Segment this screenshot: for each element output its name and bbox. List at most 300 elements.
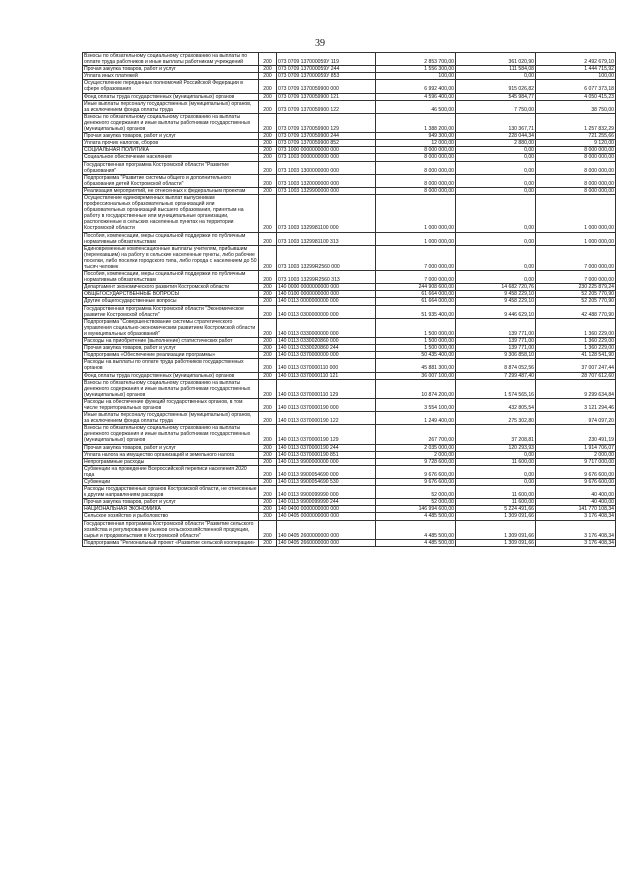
unexecuted-amount-cell: 3 176 408,34 bbox=[536, 539, 616, 546]
line-code-cell: 200 bbox=[259, 73, 277, 80]
budget-classification-code-cell: 140 0113 0370000110 000 bbox=[277, 359, 376, 372]
line-code-cell: 200 bbox=[259, 305, 277, 318]
unexecuted-amount-cell: 1 444 715,92 bbox=[536, 66, 616, 73]
table-row bbox=[83, 147, 616, 154]
line-code-cell: 200 bbox=[259, 506, 277, 513]
table-row bbox=[83, 174, 616, 187]
table-row bbox=[83, 161, 616, 174]
approved-amount-cell: 8 000 000,00 bbox=[376, 154, 456, 161]
unexecuted-amount-cell: 38 750,00 bbox=[536, 100, 616, 113]
expense-name-cell: Прочая закупка товаров, работ и услуг bbox=[83, 133, 259, 140]
line-code-cell: 200 bbox=[259, 93, 277, 100]
executed-amount-cell: 1 309 091,66 bbox=[456, 513, 536, 520]
budget-classification-code-cell: 140 0100 0000000000 000 bbox=[277, 291, 376, 298]
table-row bbox=[83, 425, 616, 444]
approved-amount-cell: 9 728 600,00 bbox=[376, 458, 456, 465]
approved-amount-cell: 8 000 000,00 bbox=[376, 147, 456, 154]
approved-amount-cell: 4 485 500,00 bbox=[376, 520, 456, 539]
executed-amount-cell: 361 020,90 bbox=[456, 53, 536, 66]
table-row bbox=[83, 113, 616, 132]
expense-name-cell: Взносы по обязательному социальному страхованию на выплаты денежного содержания и иные выплаты работникам государственных (муниципальных) органов bbox=[83, 425, 259, 444]
executed-amount-cell: 8 874 052,56 bbox=[456, 359, 536, 372]
budget-classification-code-cell: 073 0709 137000059У 119 bbox=[277, 53, 376, 66]
approved-amount-cell: 8 000 000,00 bbox=[376, 161, 456, 174]
approved-amount-cell: 8 000 000,00 bbox=[376, 174, 456, 187]
budget-classification-code-cell: 140 0405 2660000000 000 bbox=[277, 539, 376, 546]
executed-amount-cell: 37 208,81 bbox=[456, 425, 536, 444]
table-row bbox=[83, 539, 616, 546]
line-code-cell: 200 bbox=[259, 338, 277, 345]
line-code-cell: 200 bbox=[259, 465, 277, 478]
budget-classification-code-cell: 140 0113 0370000000 000 bbox=[277, 352, 376, 359]
approved-amount-cell: 8 000 000,00 bbox=[376, 187, 456, 194]
unexecuted-amount-cell: 52 205 770,90 bbox=[536, 291, 616, 298]
executed-amount-cell: 9 458 229,10 bbox=[456, 298, 536, 305]
budget-classification-code-cell: 140 0113 0370000190 000 bbox=[277, 398, 376, 411]
table-row bbox=[83, 444, 616, 451]
unexecuted-amount-cell: 100,00 bbox=[536, 73, 616, 80]
executed-amount-cell: 0,00 bbox=[456, 465, 536, 478]
unexecuted-amount-cell: 7 000 000,00 bbox=[536, 245, 616, 270]
executed-amount-cell: 0,00 bbox=[456, 73, 536, 80]
budget-classification-code-cell: 073 0709 137000059У 853 bbox=[277, 73, 376, 80]
executed-amount-cell: 139 771,00 bbox=[456, 345, 536, 352]
table-row bbox=[83, 66, 616, 73]
table-row bbox=[83, 506, 616, 513]
table-row bbox=[83, 187, 616, 194]
unexecuted-amount-cell: 9 717 000,00 bbox=[536, 458, 616, 465]
approved-amount-cell: 1 388 200,00 bbox=[376, 113, 456, 132]
expense-name-cell: Государственная программа Костромской области "Экономическое развитие Костромской области" bbox=[83, 305, 259, 318]
approved-amount-cell: 949 300,00 bbox=[376, 133, 456, 140]
approved-amount-cell: 2 000,00 bbox=[376, 451, 456, 458]
expense-name-cell: Непрограммные расходы bbox=[83, 458, 259, 465]
expense-name-cell: Пособия, компенсации, меры социальной поддержки по публичным нормативным обязательствам bbox=[83, 232, 259, 245]
budget-classification-code-cell: 140 0113 0370000190 129 bbox=[277, 425, 376, 444]
line-code-cell: 200 bbox=[259, 232, 277, 245]
line-code-cell: 200 bbox=[259, 372, 277, 379]
executed-amount-cell: 5 224 491,66 bbox=[456, 506, 536, 513]
line-code-cell: 200 bbox=[259, 412, 277, 425]
unexecuted-amount-cell: 1 360 229,00 bbox=[536, 338, 616, 345]
unexecuted-amount-cell: 1 360 229,00 bbox=[536, 318, 616, 337]
approved-amount-cell: 244 908 600,00 bbox=[376, 284, 456, 291]
line-code-cell: 200 bbox=[259, 174, 277, 187]
executed-amount-cell: 275 302,80 bbox=[456, 412, 536, 425]
budget-classification-code-cell: 140 0113 9900099990 244 bbox=[277, 499, 376, 506]
line-code-cell: 200 bbox=[259, 245, 277, 270]
expense-name-cell: Подпрограмма «Обеспечение реализации программы» bbox=[83, 352, 259, 359]
line-code-cell: 200 bbox=[259, 140, 277, 147]
expense-name-cell: Иные выплаты персоналу государственных (муниципальных) органов, за исключением фонда оплаты труда bbox=[83, 412, 259, 425]
expense-name-cell: Уплата иных платежей bbox=[83, 73, 259, 80]
line-code-cell: 200 bbox=[259, 520, 277, 539]
unexecuted-amount-cell: 2 000,00 bbox=[536, 451, 616, 458]
table-row bbox=[83, 372, 616, 379]
approved-amount-cell: 3 554 100,00 bbox=[376, 398, 456, 411]
executed-amount-cell: 432 805,54 bbox=[456, 398, 536, 411]
executed-amount-cell: 1 309 091,66 bbox=[456, 520, 536, 539]
budget-classification-code-cell: 073 0709 1370059900 244 bbox=[277, 133, 376, 140]
line-code-cell: 200 bbox=[259, 513, 277, 520]
line-code-cell: 200 bbox=[259, 479, 277, 486]
approved-amount-cell: 1 556 300,00 bbox=[376, 66, 456, 73]
expense-name-cell: Расходы государственных органов Костромской области, не отнесенные к другим направлениям расходов bbox=[84, 486, 257, 499]
approved-amount-cell: 267 700,00 bbox=[376, 425, 456, 444]
unexecuted-amount-cell: 52 205 770,90 bbox=[536, 298, 616, 305]
unexecuted-amount-cell: 974 097,20 bbox=[536, 412, 616, 425]
expense-name-cell: НАЦИОНАЛЬНАЯ ЭКОНОМИКА bbox=[83, 506, 259, 513]
line-code-cell: 200 bbox=[259, 187, 277, 194]
executed-amount-cell: 0,00 bbox=[456, 147, 536, 154]
table-row bbox=[83, 513, 616, 520]
executed-amount-cell: 130 367,71 bbox=[456, 113, 536, 132]
budget-classification-code-cell: 073 0709 1370059900 122 bbox=[277, 100, 376, 113]
line-code-cell: 200 bbox=[259, 53, 277, 66]
expense-name-cell: ОБЩЕГОСУДАРСТВЕННЫЕ ВОПРОСЫ bbox=[83, 291, 259, 298]
expense-name-cell: Расходы на обеспечение функций государственных органов, в том числе территориальных органов bbox=[83, 398, 259, 411]
unexecuted-amount-cell: 3 121 294,46 bbox=[536, 398, 616, 411]
approved-amount-cell: 4 596 400,00 bbox=[376, 93, 456, 100]
approved-amount-cell: 1 500 000,00 bbox=[376, 338, 456, 345]
table-body bbox=[83, 53, 616, 547]
approved-amount-cell: 1 000 000,00 bbox=[376, 194, 456, 232]
table-row bbox=[83, 133, 616, 140]
unexecuted-amount-cell: 9 120,00 bbox=[536, 140, 616, 147]
unexecuted-amount-cell: 1 000 000,00 bbox=[536, 232, 616, 245]
executed-amount-cell: 545 984,77 bbox=[456, 93, 536, 100]
expense-name-cell: Государственная программа Костромской области "Развитие образования" bbox=[83, 161, 259, 174]
table-row bbox=[83, 140, 616, 147]
budget-classification-code-cell: 140 0113 9900054690 530 bbox=[277, 479, 376, 486]
line-code-cell: 200 bbox=[259, 359, 277, 372]
table-row bbox=[83, 451, 616, 458]
line-code-cell: 200 bbox=[259, 345, 277, 352]
unexecuted-amount-cell: 8 000 000,00 bbox=[536, 154, 616, 161]
table-row bbox=[83, 359, 616, 372]
expense-name-cell: Фонд оплаты труда государственных (муниципальных) органов bbox=[83, 93, 259, 100]
approved-amount-cell: 4 485 500,00 bbox=[376, 513, 456, 520]
budget-classification-code-cell: 073 1003 1320000000 000 bbox=[277, 174, 376, 187]
approved-amount-cell: 51 935 400,00 bbox=[376, 305, 456, 318]
approved-amount-cell: 10 874 200,00 bbox=[376, 379, 456, 398]
budget-classification-code-cell: 140 0405 0000000000 000 bbox=[277, 513, 376, 520]
approved-amount-cell: 2 853 700,00 bbox=[376, 53, 456, 66]
executed-amount-cell: 9 446 629,10 bbox=[456, 305, 536, 318]
executed-amount-cell: 9 458 229,10 bbox=[456, 291, 536, 298]
executed-amount-cell: 0,00 bbox=[456, 271, 536, 284]
budget-classification-code-cell: 073 0709 137000059У 244 bbox=[277, 66, 376, 73]
approved-amount-cell: 1 249 400,00 bbox=[376, 412, 456, 425]
budget-classification-code-cell: 140 0113 0370000110 121 bbox=[277, 372, 376, 379]
expense-name-cell: Единовременные компенсационные выплаты учителям, прибывшим (переехавшим) на работу в сельские населенные пункты, либо рабочие поселки, либо поселки городского типа, либо города с населением до 50 тысяч человек bbox=[84, 245, 257, 270]
expense-name-cell: Государственная программа Костромской области "Развитие сельского хозяйства и регулирование рынков сельскохозяйственной продукции, сырья и продовольствия в Костромской области" bbox=[83, 520, 259, 539]
expense-name-cell: Прочая закупка товаров, работ и услуг bbox=[83, 66, 259, 73]
expense-name-cell: Другие общегосударственные вопросы bbox=[83, 298, 259, 305]
table-row bbox=[83, 93, 616, 100]
budget-classification-code-cell: 140 0113 0000000000 000 bbox=[277, 298, 376, 305]
expense-name-cell: Субвенции bbox=[83, 479, 259, 486]
budget-classification-code-cell: 140 0113 0370000110 129 bbox=[277, 379, 376, 398]
executed-amount-cell: 1 574 565,16 bbox=[456, 379, 536, 398]
expense-name-cell: Взносы по обязательному социальному страхованию на выплаты денежного содержания и иные выплаты работникам государственных (муниципальных) органов bbox=[83, 113, 259, 132]
approved-amount-cell: 1 500 000,00 bbox=[376, 318, 456, 337]
unexecuted-amount-cell: 4 050 415,23 bbox=[536, 93, 616, 100]
approved-amount-cell: 1 000 000,00 bbox=[376, 232, 456, 245]
unexecuted-amount-cell: 6 077 373,18 bbox=[536, 80, 616, 93]
budget-classification-code-cell: 140 0113 0330000000 000 bbox=[277, 318, 376, 337]
approved-amount-cell: 9 676 600,00 bbox=[376, 465, 456, 478]
table-row bbox=[83, 271, 616, 284]
expense-name-cell: Подпрограмма "Региональный проект «Развитие сельской кооперации» bbox=[83, 539, 259, 546]
line-code-cell: 200 bbox=[259, 194, 277, 232]
table-row bbox=[83, 73, 616, 80]
table-row bbox=[83, 232, 616, 245]
budget-classification-code-cell: 073 1003 1329900000 000 bbox=[277, 187, 376, 194]
line-code-cell: 200 bbox=[259, 161, 277, 174]
line-code-cell: 200 bbox=[259, 66, 277, 73]
budget-classification-code-cell: 073 1003 1300000000 000 bbox=[277, 161, 376, 174]
budget-classification-code-cell: 140 0113 0330020860 000 bbox=[277, 338, 376, 345]
line-code-cell: 200 bbox=[259, 539, 277, 546]
executed-amount-cell: 0,00 bbox=[456, 187, 536, 194]
approved-amount-cell: 6 992 400,00 bbox=[376, 80, 456, 93]
approved-amount-cell: 50 435 400,00 bbox=[376, 352, 456, 359]
expense-name-cell: Субвенции на проведение Всероссийской переписи населения 2020 года bbox=[83, 465, 259, 478]
budget-classification-code-cell: 140 0113 0300000000 000 bbox=[277, 305, 376, 318]
executed-amount-cell: 11 600,00 bbox=[456, 458, 536, 465]
expense-name-cell: Фонд оплаты труда государственных (муниципальных) органов bbox=[83, 372, 259, 379]
expense-name-cell: Иные выплаты персоналу государственных (муниципальных) органов, за исключением фонда оплаты труда bbox=[83, 100, 259, 113]
approved-amount-cell: 36 007 100,00 bbox=[376, 372, 456, 379]
budget-classification-code-cell: 073 1003 1329981100 000 bbox=[277, 194, 376, 232]
approved-amount-cell: 52 000,00 bbox=[376, 486, 456, 499]
unexecuted-amount-cell: 40 400,00 bbox=[536, 499, 616, 506]
unexecuted-amount-cell: 3 176 408,34 bbox=[536, 520, 616, 539]
executed-amount-cell: 0,00 bbox=[456, 154, 536, 161]
approved-amount-cell: 12 000,00 bbox=[376, 140, 456, 147]
unexecuted-amount-cell: 230 225 879,24 bbox=[536, 284, 616, 291]
expense-name-cell: Расходы на приобретение (выполнение) статистических работ bbox=[83, 338, 259, 345]
executed-amount-cell: 111 584,08 bbox=[456, 66, 536, 73]
executed-amount-cell: 0,00 bbox=[456, 479, 536, 486]
budget-classification-code-cell: 073 0709 1370059900 129 bbox=[277, 113, 376, 132]
table-row bbox=[83, 412, 616, 425]
expense-name-cell: Взносы по обязательному социальному страхованию на выплаты денежного содержания и иные выплаты работникам государственных (муниципальных) органов bbox=[83, 379, 259, 398]
executed-amount-cell: 11 600,00 bbox=[456, 486, 536, 499]
approved-amount-cell: 45 881 300,00 bbox=[376, 359, 456, 372]
table-row bbox=[83, 80, 616, 93]
unexecuted-amount-cell: 9 676 600,00 bbox=[536, 465, 616, 478]
line-code-cell: 200 bbox=[259, 499, 277, 506]
approved-amount-cell: 46 500,00 bbox=[376, 100, 456, 113]
table-row bbox=[83, 194, 616, 232]
budget-classification-code-cell: 140 0405 2600000000 000 bbox=[277, 520, 376, 539]
expense-name-cell: Расходы на выплаты по оплате труда работников государственных органов bbox=[83, 359, 259, 372]
executed-amount-cell: 7 299 487,40 bbox=[456, 372, 536, 379]
executed-amount-cell: 1 309 091,66 bbox=[456, 539, 536, 546]
unexecuted-amount-cell: 8 000 000,00 bbox=[536, 174, 616, 187]
executed-amount-cell: 2 880,00 bbox=[456, 140, 536, 147]
table-row bbox=[83, 245, 616, 270]
executed-amount-cell: 228 044,34 bbox=[456, 133, 536, 140]
budget-classification-code-cell: 140 0113 0370000190 122 bbox=[277, 412, 376, 425]
unexecuted-amount-cell: 1 360 229,00 bbox=[536, 345, 616, 352]
table-row bbox=[83, 458, 616, 465]
budget-classification-code-cell: 073 0709 1370059900 852 bbox=[277, 140, 376, 147]
unexecuted-amount-cell: 40 400,00 bbox=[536, 486, 616, 499]
table-row bbox=[83, 345, 616, 352]
expense-name-cell: Осуществление единовременных выплат выпускникам профессиональных образовательных организаций или образовательных организаций высшего образования, принятым на работу в государственные или муниципальные организации, расположенные в сельских населенных пунктах на территории Костромской области bbox=[83, 194, 259, 232]
unexecuted-amount-cell: 41 128 541,90 bbox=[536, 352, 616, 359]
unexecuted-amount-cell: 9 676 600,00 bbox=[536, 479, 616, 486]
line-code-cell: 200 bbox=[259, 291, 277, 298]
executed-amount-cell: 7 750,00 bbox=[456, 100, 536, 113]
table-row bbox=[83, 154, 616, 161]
executed-amount-cell: 0,00 bbox=[456, 194, 536, 232]
expense-name-cell: Прочая закупка товаров, работ и услуг bbox=[83, 499, 259, 506]
executed-amount-cell: 0,00 bbox=[456, 161, 536, 174]
unexecuted-amount-cell: 230 491,19 bbox=[536, 425, 616, 444]
table-row bbox=[83, 318, 616, 337]
line-code-cell: 200 bbox=[259, 352, 277, 359]
unexecuted-amount-cell: 8 000 000,00 bbox=[536, 147, 616, 154]
budget-classification-code-cell: 073 1003 13299R2560 313 bbox=[277, 271, 376, 284]
budget-classification-code-cell: 140 0113 9900000000 000 bbox=[277, 458, 376, 465]
budget-classification-code-cell: 073 1003 13299R2560 000 bbox=[277, 245, 376, 270]
unexecuted-amount-cell: 1 000 000,00 bbox=[536, 194, 616, 232]
line-code-cell: 200 bbox=[259, 458, 277, 465]
expense-name-cell: Сельское хозяйство и рыболовство bbox=[83, 513, 259, 520]
expense-name-cell: СОЦИАЛЬНАЯ ПОЛИТИКА bbox=[83, 147, 259, 154]
line-code-cell: 200 bbox=[259, 318, 277, 337]
unexecuted-amount-cell: 8 000 000,00 bbox=[536, 161, 616, 174]
table-row bbox=[83, 100, 616, 113]
expense-name-cell: Уплата налога на имущество организаций и земельного налога bbox=[83, 451, 259, 458]
table-row bbox=[83, 338, 616, 345]
table-row bbox=[83, 284, 616, 291]
expense-name-cell: Прочая закупка товаров, работ и услуг bbox=[83, 345, 259, 352]
budget-classification-code-cell: 073 1003 1329981100 313 bbox=[277, 232, 376, 245]
table-row bbox=[83, 520, 616, 539]
table-row bbox=[83, 465, 616, 478]
line-code-cell: 200 bbox=[259, 100, 277, 113]
table-row bbox=[83, 479, 616, 486]
line-code-cell: 200 bbox=[259, 113, 277, 132]
table-row bbox=[83, 298, 616, 305]
expense-name-cell: Социальное обеспечение населения bbox=[83, 154, 259, 161]
unexecuted-amount-cell: 8 000 000,00 bbox=[536, 187, 616, 194]
line-code-cell: 200 bbox=[259, 133, 277, 140]
expense-name-cell: Взносы по обязательному социальному страхованию на выплаты по оплате труда работников и иные выплаты работникам учреждений bbox=[83, 53, 259, 66]
line-code-cell: 200 bbox=[259, 154, 277, 161]
expense-name-cell: Подпрограмма "Развитие системы общего и дополнительного образования детей Костромской области" bbox=[83, 174, 259, 187]
executed-amount-cell: 0,00 bbox=[456, 451, 536, 458]
unexecuted-amount-cell: 28 707 612,60 bbox=[536, 372, 616, 379]
unexecuted-amount-cell: 7 000 000,00 bbox=[536, 271, 616, 284]
line-code-cell: 200 bbox=[259, 451, 277, 458]
budget-classification-code-cell: 140 0400 0000000000 000 bbox=[277, 506, 376, 513]
approved-amount-cell: 9 676 600,00 bbox=[376, 479, 456, 486]
approved-amount-cell: 7 000 000,00 bbox=[376, 271, 456, 284]
unexecuted-amount-cell: 721 255,66 bbox=[536, 133, 616, 140]
budget-classification-code-cell: 073 0709 1370059900 121 bbox=[277, 93, 376, 100]
table-row bbox=[83, 379, 616, 398]
unexecuted-amount-cell: 3 176 408,34 bbox=[536, 513, 616, 520]
expense-name-cell: Уплата прочих налогов, сборов bbox=[83, 140, 259, 147]
unexecuted-amount-cell: 1 257 832,29 bbox=[536, 113, 616, 132]
table-row bbox=[83, 486, 616, 499]
executed-amount-cell: 0,00 bbox=[456, 174, 536, 187]
line-code-cell: 200 bbox=[259, 80, 277, 93]
unexecuted-amount-cell: 1 914 706,07 bbox=[536, 444, 616, 451]
line-code-cell: 200 bbox=[259, 284, 277, 291]
line-code-cell: 200 bbox=[259, 486, 277, 499]
budget-execution-table bbox=[82, 52, 616, 547]
line-code-cell: 200 bbox=[259, 398, 277, 411]
approved-amount-cell: 4 485 500,00 bbox=[376, 539, 456, 546]
unexecuted-amount-cell: 141 770 108,34 bbox=[536, 506, 616, 513]
approved-amount-cell: 146 994 600,00 bbox=[376, 506, 456, 513]
expense-name-cell: Осуществление переданных полномочий Российской Федерации в сфере образования bbox=[83, 80, 259, 93]
table-row bbox=[83, 499, 616, 506]
line-code-cell: 200 bbox=[259, 425, 277, 444]
executed-amount-cell: 915 026,82 bbox=[456, 80, 536, 93]
expense-name-cell: Реализация мероприятий, не отнесенных к федеральным проектам bbox=[83, 187, 259, 194]
executed-amount-cell: 139 771,00 bbox=[456, 338, 536, 345]
executed-amount-cell: 0,00 bbox=[456, 232, 536, 245]
approved-amount-cell: 61 664 000,00 bbox=[376, 298, 456, 305]
executed-amount-cell: 120 293,93 bbox=[456, 444, 536, 451]
unexecuted-amount-cell: 9 299 634,84 bbox=[536, 379, 616, 398]
unexecuted-amount-cell: 42 488 770,90 bbox=[536, 305, 616, 318]
budget-classification-code-cell: 140 0113 9900099990 000 bbox=[277, 486, 376, 499]
executed-amount-cell: 11 600,00 bbox=[456, 499, 536, 506]
table-row bbox=[83, 53, 616, 66]
table-row bbox=[83, 352, 616, 359]
budget-classification-code-cell: 140 0113 0370000190 851 bbox=[277, 451, 376, 458]
budget-classification-code-cell: 140 0113 0330020860 244 bbox=[277, 345, 376, 352]
approved-amount-cell: 100,00 bbox=[376, 73, 456, 80]
executed-amount-cell: 0,00 bbox=[456, 245, 536, 270]
page-number: 39 bbox=[315, 38, 325, 49]
executed-amount-cell: 139 771,00 bbox=[456, 318, 536, 337]
expense-name-cell: Пособия, компенсации, меры социальной поддержки по публичным нормативным обязательствам bbox=[83, 271, 259, 284]
executed-amount-cell: 14 682 720,76 bbox=[456, 284, 536, 291]
expense-name-cell: Прочая закупка товаров, работ и услуг bbox=[83, 444, 259, 451]
budget-classification-code-cell: 140 0113 0370000190 244 bbox=[277, 444, 376, 451]
line-code-cell: 200 bbox=[259, 147, 277, 154]
table-row bbox=[83, 305, 616, 318]
table-row bbox=[83, 291, 616, 298]
executed-amount-cell: 9 306 858,10 bbox=[456, 352, 536, 359]
approved-amount-cell: 52 000,00 bbox=[376, 499, 456, 506]
approved-amount-cell: 1 500 000,00 bbox=[376, 345, 456, 352]
approved-amount-cell: 7 000 000,00 bbox=[376, 245, 456, 270]
line-code-cell: 200 bbox=[259, 271, 277, 284]
approved-amount-cell: 61 664 000,00 bbox=[376, 291, 456, 298]
budget-classification-code-cell: 073 1000 0000000000 000 bbox=[277, 147, 376, 154]
expense-name-cell: Подпрограмма "Совершенствование системы стратегического управления социально-экономическим развитием Костромской области и муниципальных образований" bbox=[83, 318, 259, 337]
budget-classification-code-cell: 140 0000 0000000000 000 bbox=[277, 284, 376, 291]
line-code-cell: 200 bbox=[259, 298, 277, 305]
expense-name-cell: Департамент экономического развития Костромской области bbox=[83, 284, 259, 291]
table-row bbox=[83, 398, 616, 411]
unexecuted-amount-cell: 2 492 679,10 bbox=[536, 53, 616, 66]
line-code-cell: 200 bbox=[259, 379, 277, 398]
budget-classification-code-cell: 073 0709 1370059900 000 bbox=[277, 80, 376, 93]
unexecuted-amount-cell: 37 007 247,44 bbox=[536, 359, 616, 372]
